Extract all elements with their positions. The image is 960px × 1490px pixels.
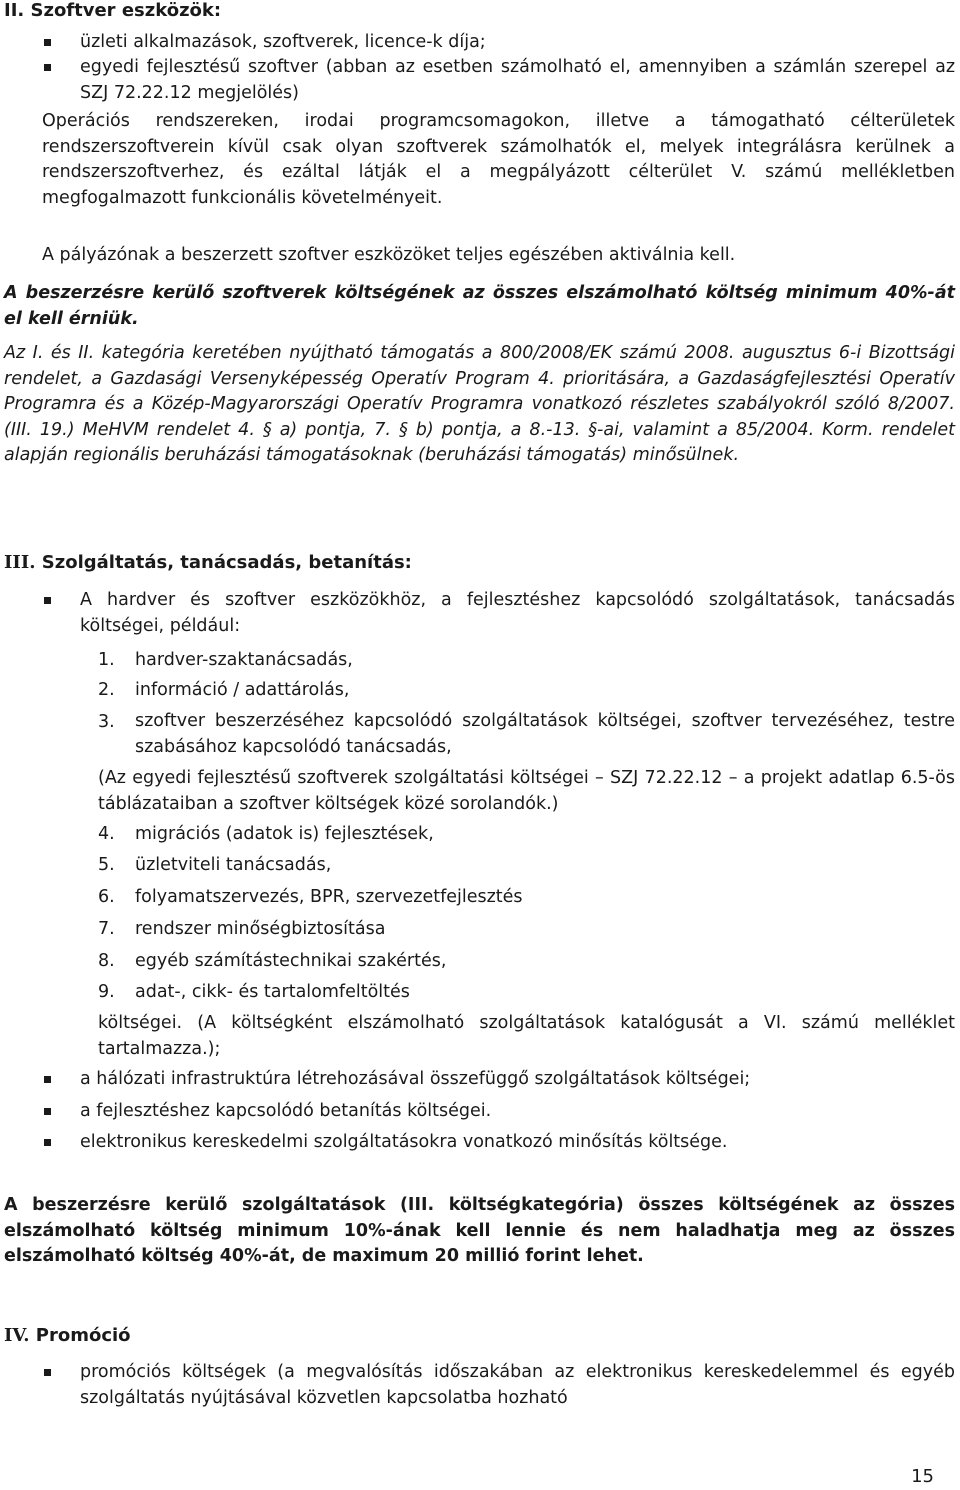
- section-number: IV.: [4, 1325, 30, 1346]
- note-paragraph: (Az egyedi fejlesztésű szoftverek szolgáltatási költségei – SZJ 72.22.12 – a projekt adatlap 6.5-ös táblázataiban a szoftver költségek közé sorolandók.): [98, 768, 955, 814]
- numbered-item-text: szoftver beszerzéséhez kapcsolódó szolgáltatások költségei, szoftver tervezéséhez, testre szabásához kapcsolódó tanácsadás,: [135, 711, 955, 757]
- section-heading-ii: II. Szoftver eszközök:: [4, 0, 222, 21]
- section-heading-iii: [4, 552, 412, 573]
- section-number: III.: [4, 552, 36, 573]
- bullet-icon: [44, 1369, 51, 1376]
- numbered-item: 1. hardver-szaktanácsadás,: [98, 650, 353, 670]
- bullet-icon: [44, 39, 51, 46]
- numbered-item: 5. üzletviteli tanácsadás,: [98, 855, 332, 875]
- bullet-icon: [44, 1108, 51, 1115]
- section-title: Szolgáltatás, tanácsadás, betanítás:: [35, 552, 412, 573]
- numbered-item: 4. migrációs (adatok is) fejlesztések,: [98, 824, 434, 844]
- bullet-icon: [44, 1139, 51, 1146]
- list-item: promóciós költségek (a megvalósítás időszakában az elektronikus kereskedelemmel és egyéb szolgáltatás nyújtásával közvetlen kapcsolatba hozható: [80, 1362, 955, 1408]
- list-item: a hálózati infrastruktúra létrehozásával összefüggő szolgáltatások költségei;: [80, 1069, 751, 1089]
- bullet-icon: [44, 597, 51, 604]
- bullet-icon: [44, 64, 51, 71]
- list-item: üzleti alkalmazások, szoftverek, licence-k díja;: [80, 32, 486, 52]
- section-title: Promóció: [29, 1325, 131, 1346]
- numbered-item: 9. adat-, cikk- és tartalomfeltöltés: [98, 982, 410, 1002]
- list-item: egyedi fejlesztésű szoftver (abban az esetben számolható el, amennyiben a számlán szerepel az SZJ 72.22.12 megjelölés): [80, 57, 955, 103]
- numbered-item: 6. folyamatszervezés, BPR, szervezetfejlesztés: [98, 887, 523, 907]
- numbered-item: 3.: [98, 712, 115, 732]
- page-number: 15: [911, 1466, 934, 1487]
- paragraph-legal-basis: Az I. és II. kategória keretében nyújtható támogatás a 800/2008/EK számú 2008. augusztus 6-i Bizottsági rendelet, a Gazdasági Versenyképesség Operatív Program 4. prioritására, a Gazdaságfejlesztési Operatív Programra és a Közép-Magyarországi Operatív Programra vonatkozó részletes szabályokról szóló 8/2007. (III. 19.) MeHVM rendelet 4. § a) pontja, 7. § b) pontja, a 8.-13. §-ai, valamint a 85/2004. Korm. rendelet alapján regionális beruházási támogatásoknak (beruházási támogatás) minősülnek.: [4, 343, 955, 466]
- paragraph-software-minimum: A beszerzésre kerülő szoftverek költségének az összes elszámolható költség minimum 40%-át el kell érniük.: [4, 283, 955, 329]
- tail-paragraph: költségei. (A költségként elszámolható szolgáltatások katalógusát a VI. számú melléklet tartalmazza.);: [98, 1013, 955, 1059]
- numbered-item: 2. információ / adattárolás,: [98, 680, 350, 700]
- numbered-item: 7. rendszer minőségbiztosítása: [98, 919, 386, 939]
- paragraph-software-conditions: Operációs rendszereken, irodai programcsomagokon, illetve a támogatható célterületek rendszerszoftverein kívül csak olyan szoftverek számolhatók el, melyek integrálásra kerülnek a rendszerszoftverhez, és ezáltal látják el a megpályázott célterület V. számú mellékletben megfogalmazott funkcionális követelményeit.: [42, 111, 955, 208]
- paragraph-activation: A pályázónak a beszerzett szoftver eszközöket teljes egészében aktiválnia kell.: [42, 245, 736, 265]
- list-item: elektronikus kereskedelmi szolgáltatásokra vonatkozó minősítás költsége.: [80, 1132, 728, 1152]
- bullet-icon: [44, 1076, 51, 1083]
- section-heading-iv: [4, 1325, 131, 1346]
- paragraph-services-limit: A beszerzésre kerülő szolgáltatások (III. költségkategória) összes költségének az összes elszámolható költség minimum 10%-ának kell lennie és nem haladhatja meg az összes elszámolható költség 40%-át, de maximum 20 millió forint lehet.: [4, 1195, 955, 1267]
- numbered-item: 8. egyéb számítástechnikai szakértés,: [98, 951, 447, 971]
- list-item: a fejlesztéshez kapcsolódó betanítás költségei.: [80, 1101, 492, 1121]
- list-item: A hardver és szoftver eszközökhöz, a fejlesztéshez kapcsolódó szolgáltatások, tanácsadás költségei, például:: [80, 590, 955, 636]
